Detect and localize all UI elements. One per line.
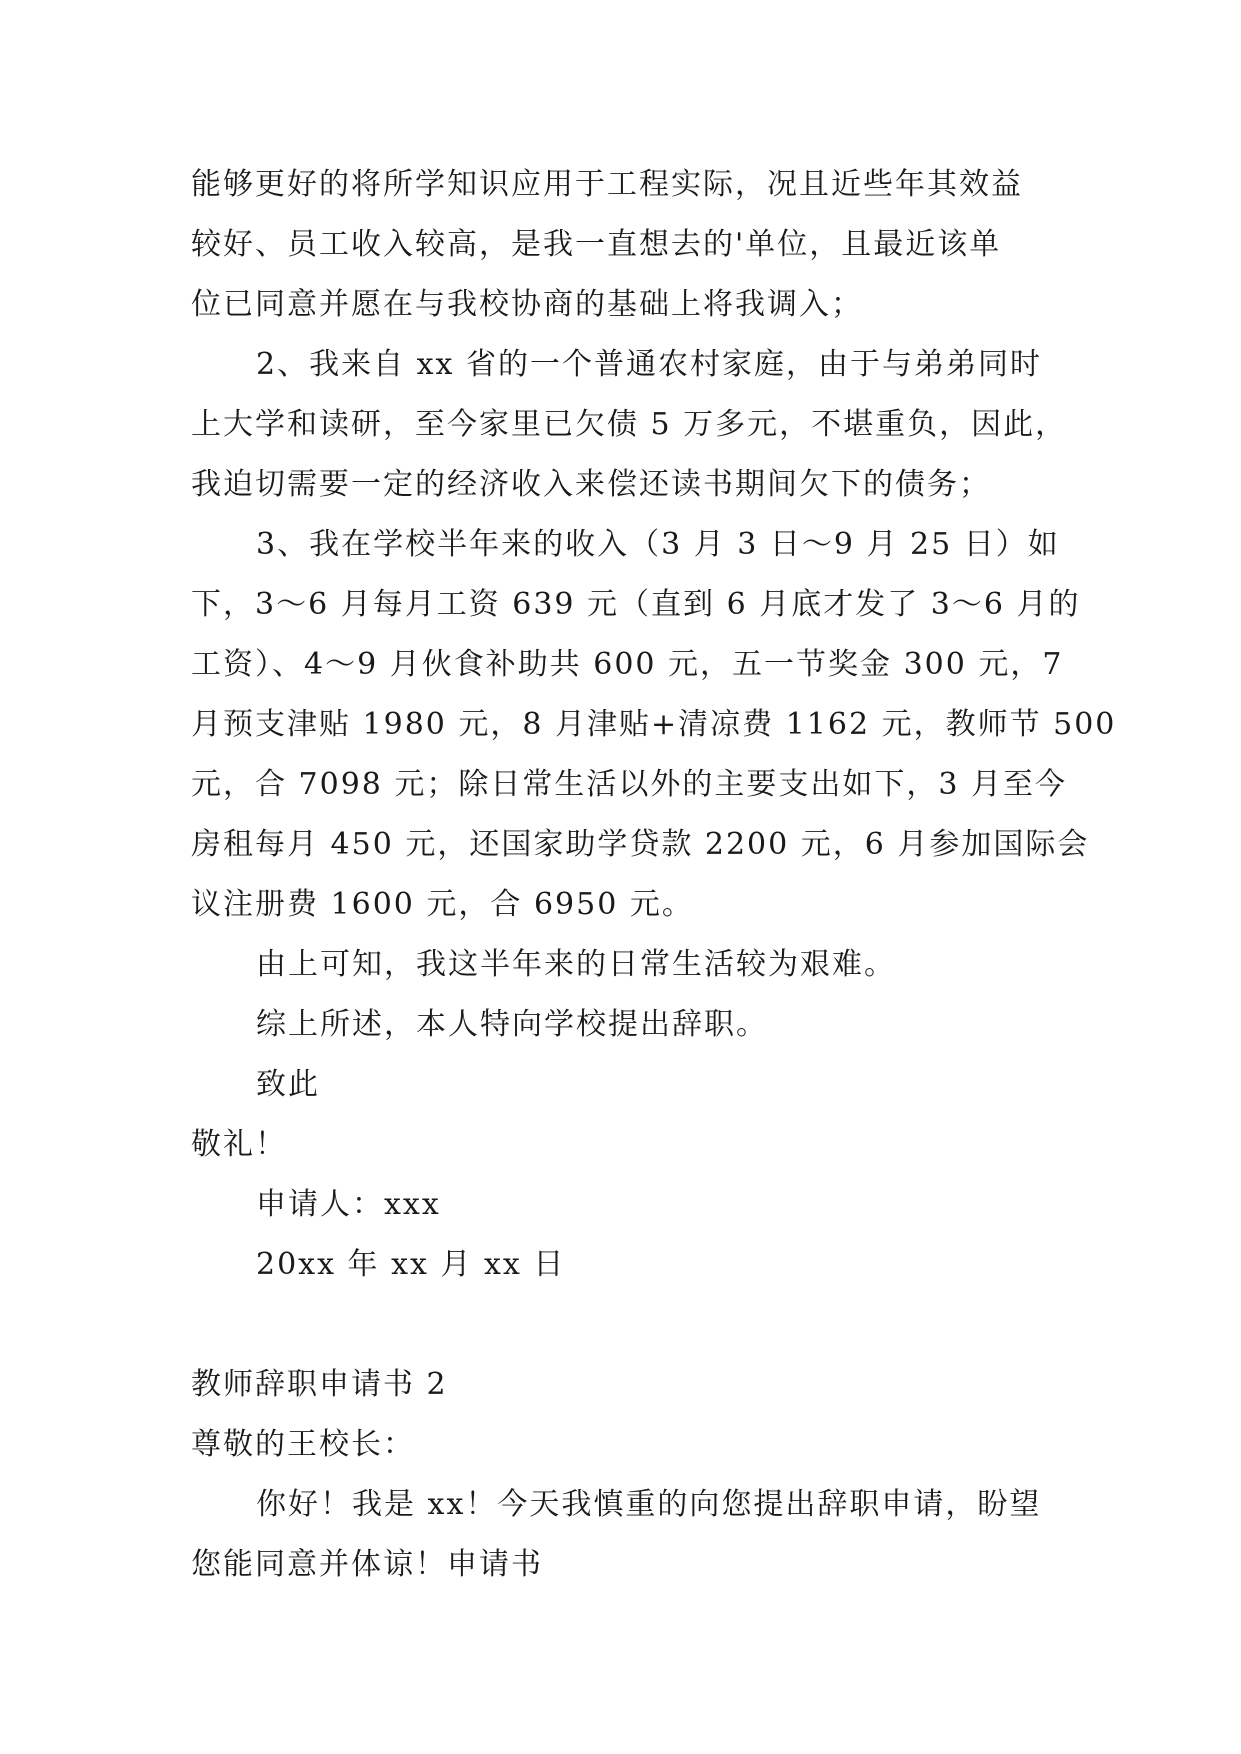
applicant-line: 申请人：xxx (256, 1187, 441, 1222)
body-line: 综上所述，本人特向学校提出辞职。 (256, 1007, 768, 1042)
body-line: 较好、员工收入较高，是我一直想去的'单位，且最近该单 (191, 227, 1002, 262)
body-line: 工资）、4～9 月伙食补助共 600 元，五一节奖金 300 元，7 (191, 647, 1064, 682)
blank-line (191, 1295, 1051, 1355)
body-line: 上大学和读研，至今家里已欠债 5 万多元，不堪重负，因此， (191, 407, 1068, 442)
body-line: 由上可知，我这半年来的日常生活较为艰难。 (256, 947, 896, 982)
body-line: 下，3～6 月每月工资 639 元（直到 6 月底才发了 3～6 月的 (191, 587, 1081, 622)
body-line: 议注册费 1600 元，合 6950 元。 (191, 887, 694, 922)
body-line: 你好！我是 xx！今天我慎重的向您提出辞职申请，盼望 (256, 1487, 1042, 1522)
body-line: 位已同意并愿在与我校协商的基础上将我调入； (191, 287, 863, 322)
section-title: 教师辞职申请书 2 (191, 1367, 448, 1402)
addressee-line: 尊敬的王校长： (191, 1427, 415, 1462)
salutation-line: 敬礼！ (191, 1127, 287, 1162)
body-line: 房租每月 450 元，还国家助学贷款 2200 元，6 月参加国际会 (191, 827, 1090, 862)
document-page (191, 155, 1117, 1595)
body-line: 我迫切需要一定的经济收入来偿还读书期间欠下的债务； (191, 467, 991, 502)
body-line: 月预支津贴 1980 元，8 月津贴+清凉费 1162 元，教师节 500 (191, 707, 1117, 742)
body-line: 能够更好的将所学知识应用于工程实际，况且近些年其效益 (191, 167, 1023, 202)
body-line: 元，合 7098 元；除日常生活以外的主要支出如下，3 月至今 (191, 767, 1068, 802)
date-line: 20xx 年 xx 月 xx 日 (256, 1247, 566, 1282)
closing-line: 致此 (256, 1067, 320, 1102)
body-line: 2、我来自 xx 省的一个普通农村家庭，由于与弟弟同时 (256, 347, 1042, 382)
body-line: 3、我在学校半年来的收入（3 月 3 日～9 月 25 日）如 (256, 527, 1060, 562)
body-line: 您能同意并体谅！申请书 (191, 1547, 543, 1582)
